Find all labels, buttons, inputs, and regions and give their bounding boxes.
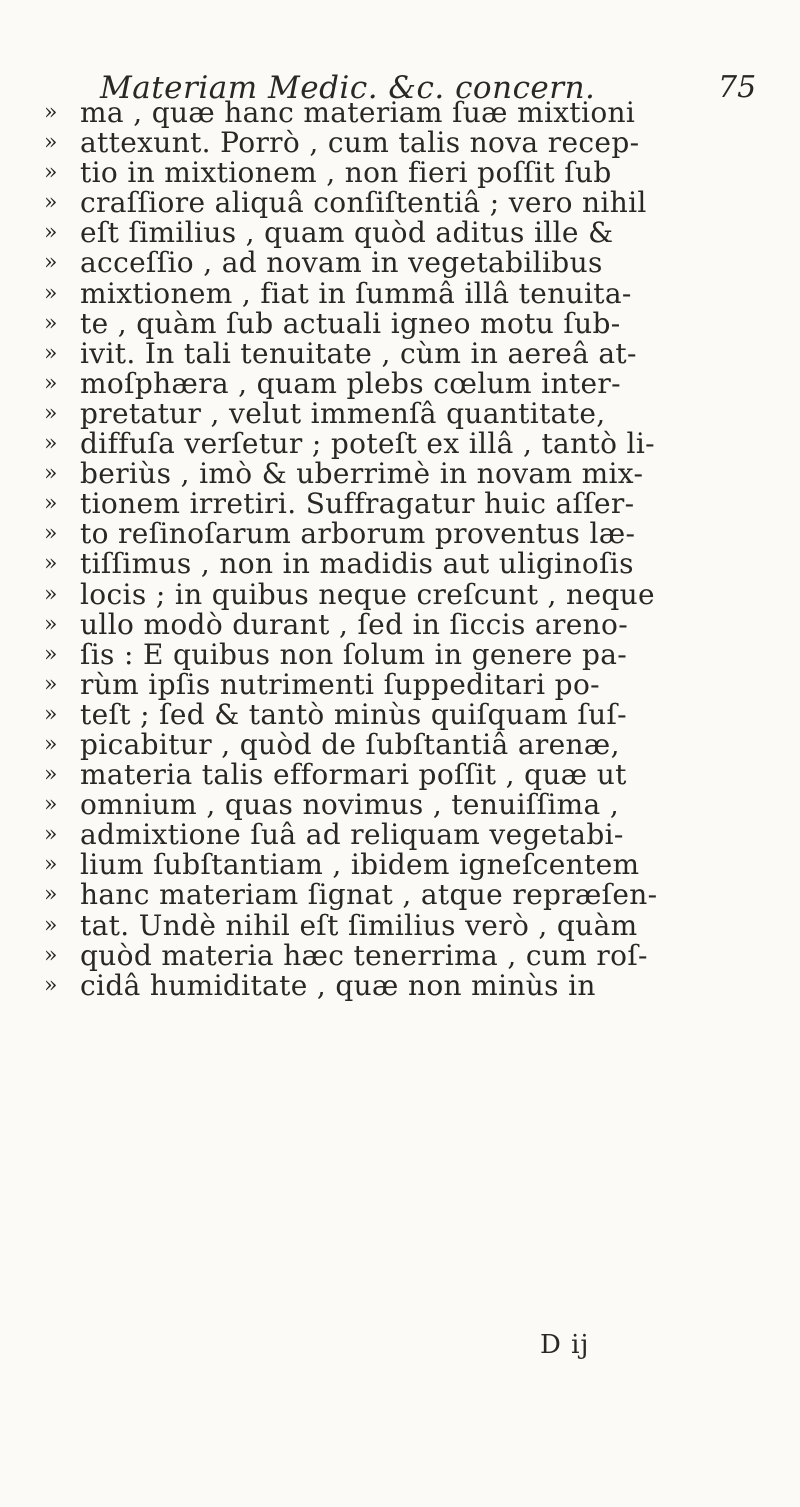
quotation-mark: » — [44, 370, 58, 396]
line-text: ivit. In tali tenuitate , cùm in aereâ at- — [80, 336, 637, 370]
line-text: moſphæra , quam plebs cœlum inter- — [80, 366, 621, 400]
page-number: 75 — [718, 70, 757, 105]
quotation-mark: » — [44, 731, 58, 757]
line-text: te , quàm ſub actuali igneo motu ſub- — [80, 306, 621, 340]
line-text: attexunt. Porrò , cum talis nova recep- — [80, 126, 640, 160]
line-text: tio in mixtionem , non fieri poſſit ſub — [80, 156, 612, 190]
line-text: quòd materia hæc tenerrima , cum roſ- — [80, 938, 648, 972]
quotation-mark: » — [44, 671, 58, 697]
text-line — [44, 790, 774, 820]
quotation-mark: » — [44, 852, 58, 878]
line-text: ullo modò durant , ſed in ſiccis areno- — [80, 607, 629, 641]
text-line — [44, 697, 774, 731]
quotation-mark: » — [44, 250, 58, 276]
line-text: beriùs , imò & uberrimè in novam mix- — [80, 457, 644, 491]
body-text — [44, 98, 774, 1001]
text-line — [44, 549, 774, 579]
text-line — [44, 519, 774, 549]
text-line — [44, 336, 774, 370]
quotation-mark: » — [44, 822, 58, 848]
line-text: cidâ humiditate , quæ non minùs in — [80, 968, 596, 1002]
text-line — [44, 188, 774, 218]
text-line — [44, 276, 774, 310]
text-line — [44, 128, 774, 158]
text-line — [44, 248, 774, 278]
text-line — [44, 938, 774, 972]
quotation-mark: » — [44, 882, 58, 908]
text-line — [44, 489, 774, 519]
quotation-mark: » — [44, 280, 58, 306]
quotation-mark: » — [44, 792, 58, 818]
line-text: admixtione ſuâ ad reliquam vegetabi- — [80, 818, 624, 852]
quotation-mark: » — [44, 400, 58, 426]
text-line — [44, 98, 774, 128]
line-text: omnium , quas novimus , tenuiſſima , — [80, 788, 620, 822]
quotation-mark: » — [44, 160, 58, 186]
quotation-mark: » — [44, 491, 58, 517]
quotation-mark: » — [44, 220, 58, 246]
text-line — [44, 637, 774, 671]
quotation-mark: » — [44, 340, 58, 366]
quotation-mark: » — [44, 130, 58, 156]
text-line — [44, 760, 774, 790]
text-line — [44, 218, 774, 248]
quotation-mark: » — [44, 641, 58, 667]
quotation-mark: » — [44, 521, 58, 547]
text-line — [44, 880, 774, 910]
line-text: tiſſimus , non in madidis aut uliginoſis — [80, 547, 634, 581]
text-line — [44, 607, 774, 641]
text-line — [44, 968, 774, 1002]
quotation-mark: » — [44, 611, 58, 637]
text-line — [44, 158, 774, 188]
line-text: hanc materiam ſignat , atque repræſen- — [80, 878, 658, 912]
quotation-mark: » — [44, 701, 58, 727]
quotation-mark: » — [44, 461, 58, 487]
text-line — [44, 366, 774, 400]
quotation-mark: » — [44, 431, 58, 457]
line-text: teſt ; ſed & tantò minùs quiſquam ſuſ- — [80, 697, 627, 731]
text-line — [44, 429, 774, 459]
line-text: eſt ſimilius , quam quòd aditus ille & — [80, 216, 614, 250]
text-line — [44, 396, 774, 430]
text-line — [44, 820, 774, 850]
quotation-mark: » — [44, 912, 58, 938]
line-text: acceſſio , ad novam in vegetabilibus — [80, 246, 603, 280]
text-line — [44, 850, 774, 880]
line-text: rùm ipſis nutrimenti ſuppeditari po- — [80, 667, 600, 701]
line-text: craſſiore aliquâ conſiſtentiâ ; vero nihil — [80, 186, 647, 220]
quotation-mark: » — [44, 972, 58, 998]
quotation-mark: » — [44, 190, 58, 216]
line-text: tat. Undè nihil eſt ſimilius verò , quàm — [80, 908, 638, 942]
line-text: lium ſubſtantiam , ibidem igneſcentem — [80, 848, 640, 882]
line-text: ſis : E quibus non ſolum in genere pa- — [80, 637, 628, 671]
line-text: to reſinoſarum arborum proventus læ- — [80, 517, 636, 551]
quotation-mark: » — [44, 581, 58, 607]
text-line — [44, 306, 774, 340]
text-line — [44, 667, 774, 701]
quotation-mark: » — [44, 551, 58, 577]
text-line — [44, 908, 774, 942]
line-text: materia talis efformari poſſit , quæ ut — [80, 758, 627, 792]
running-head: Materiam Medic. &c. concern. — [100, 70, 596, 106]
quotation-mark: » — [44, 942, 58, 968]
quotation-mark: » — [44, 310, 58, 336]
text-line — [44, 727, 774, 761]
signature-mark: D ij — [540, 1330, 590, 1360]
text-line — [44, 577, 774, 611]
text-line — [44, 459, 774, 489]
line-text: tionem irretiri. Suffragatur huic aſſer- — [80, 487, 635, 521]
line-text: picabitur , quòd de ſubſtantiâ arenæ, — [80, 727, 620, 761]
line-text: locis ; in quibus neque creſcunt , neque — [80, 577, 655, 611]
quotation-mark: » — [44, 762, 58, 788]
line-text: diffuſa verſetur ; poteſt ex illâ , tantò li- — [80, 427, 655, 461]
line-text: pretatur , velut immenſâ quantitate, — [80, 396, 606, 430]
quotation-mark: » — [44, 100, 58, 125]
line-text: ma , quæ hanc materiam ſuæ mixtioni — [80, 96, 636, 129]
line-text: mixtionem , fiat in ſummâ illâ tenuita- — [80, 276, 632, 310]
